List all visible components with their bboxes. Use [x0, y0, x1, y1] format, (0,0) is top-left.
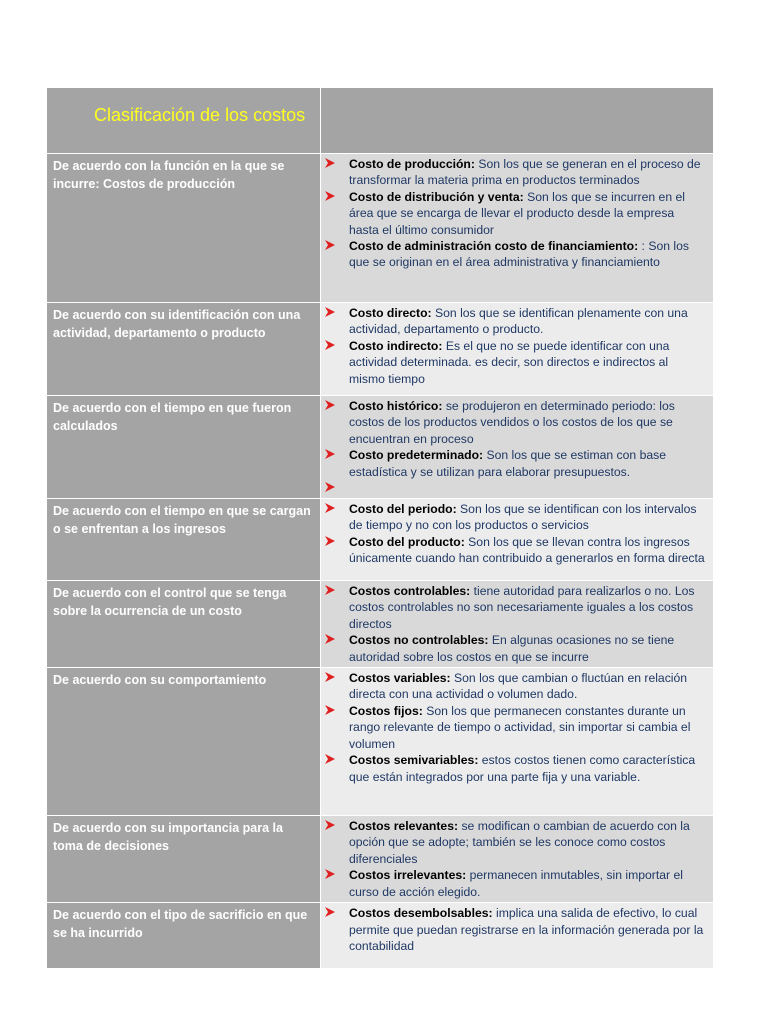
cost-term: Costos fijos:: [349, 703, 423, 718]
arrow-bullet-icon: [324, 190, 336, 202]
list-item: [349, 189, 707, 238]
criterion-cell: De acuerdo con la función en la que se incurre: Costos de producción: [47, 154, 321, 303]
arrow-bullet-icon: [324, 535, 336, 547]
arrow-bullet-icon: [324, 157, 336, 169]
list-item: [349, 238, 707, 271]
list-item: [349, 480, 707, 496]
cost-term: Costos no controlables:: [349, 633, 489, 648]
list-item: [349, 818, 707, 867]
cost-classification-table: [46, 87, 714, 969]
criterion-cell: De acuerdo con el tiempo en que fueron calculados: [47, 396, 321, 499]
cost-types-cell: [321, 396, 714, 499]
table-row: [47, 668, 714, 816]
arrow-bullet-icon: [324, 399, 336, 411]
list-item: [349, 156, 707, 189]
criterion-cell: De acuerdo con su comportamiento: [47, 668, 321, 816]
cost-description: Son los que se generan en el proceso de transformar la materia prima en productos terminados: [349, 157, 701, 188]
cost-description: Son los que permanecen constantes durante un rango relevante de tiempo o actividad, sin importar si cambia el volumen: [349, 703, 691, 751]
list-item: [349, 534, 707, 567]
cost-types-cell: [321, 903, 714, 969]
arrow-bullet-icon: [324, 753, 336, 765]
cost-description: Son los que se identifican con los intervalos de tiempo y no con los productos o servicios: [349, 502, 697, 533]
table-body: [47, 88, 714, 969]
cost-types-cell: [321, 499, 714, 581]
table-row: [47, 303, 714, 396]
cost-types-cell: [321, 154, 714, 303]
cost-term: Costo predeterminado:: [349, 448, 484, 463]
arrow-bullet-icon: [324, 868, 336, 880]
list-item: [349, 447, 707, 480]
cost-types-cell: [321, 668, 714, 816]
cost-description: implica una salida de efectivo, lo cual permite que puedan registrarse en la información generada por la contabilidad: [349, 906, 704, 953]
criterion-cell: De acuerdo con el control que se tenga sobre la ocurrencia de un costo: [47, 581, 321, 668]
cost-term: Costos controlables:: [349, 584, 471, 599]
cost-term: Costo de administración costo de financiamiento:: [349, 239, 639, 254]
cost-description: Son los que se identifican plenamente con una actividad, departamento o producto.: [349, 306, 688, 337]
list-item: [349, 632, 707, 665]
cost-term: Costo directo:: [349, 306, 432, 320]
cost-types-cell: [321, 581, 714, 668]
list-item: [349, 867, 707, 900]
cost-types-cell: [321, 303, 714, 396]
list-item: [349, 752, 707, 785]
table-row: [47, 154, 714, 303]
table-row: [47, 396, 714, 499]
list-item: [349, 583, 707, 632]
cost-term: Costos relevantes:: [349, 819, 459, 834]
cost-description: Son los que se llevan contra los ingresos únicamente cuando han contribuido a generarlos en forma directa: [349, 534, 705, 566]
criterion-cell: De acuerdo con su identificación con una actividad, departamento o producto: [47, 303, 321, 396]
list-item: [349, 703, 707, 752]
cost-description: Son los que cambian o fluctúan en relación directa con una actividad o volumen dado.: [349, 671, 688, 702]
cost-description: En algunas ocasiones no se tiene autoridad sobre los costos en que se incurre: [349, 633, 675, 664]
cost-term: Costo de distribución y venta:: [349, 189, 524, 204]
table-title: Clasificación de los costos: [47, 88, 321, 154]
arrow-bullet-icon: [324, 704, 336, 716]
arrow-bullet-icon: [324, 502, 336, 514]
arrow-bullet-icon: [324, 339, 336, 351]
cost-description: se modifican o cambian de acuerdo con la opción que se adopte; también se les conoce como costos diferenciales: [349, 819, 690, 866]
list-item: [349, 905, 707, 954]
header-empty-cell: [321, 88, 714, 154]
cost-description: : Son los que se originan en el área administrativa y financiamiento: [349, 239, 689, 270]
arrow-bullet-icon: [324, 306, 336, 318]
cost-description: Son los que se estiman con base estadística y se utilizan para elaborar presupuestos.: [349, 448, 667, 479]
cost-description: Son los que se incurren en el área que se encarga de llevar el producto desde la empresa hasta el último consumidor: [349, 189, 685, 237]
table-row: [47, 903, 714, 969]
cost-term: Costos variables:: [349, 671, 451, 686]
cost-description: se produjeron en determinado periodo: los costos de los productos vendidos o los costos de los que se encuentran en proceso: [349, 399, 675, 446]
cost-term: Costo del periodo:: [349, 502, 457, 517]
list-item: [349, 305, 707, 338]
cost-term: Costo de producción:: [349, 157, 475, 171]
criterion-cell: De acuerdo con el tipo de sacrificio en que se ha incurrido: [47, 903, 321, 969]
cost-types-cell: [321, 816, 714, 903]
cost-term: Costo histórico:: [349, 399, 443, 413]
cost-description: tiene autoridad para realizarlos o no. Los costos controlables no son necesariamente iguales a los costos directos: [349, 584, 695, 631]
cost-term: Costo del producto:: [349, 534, 465, 549]
arrow-bullet-icon: [324, 584, 336, 596]
table-row: [47, 581, 714, 668]
criterion-cell: De acuerdo con su importancia para la toma de decisiones: [47, 816, 321, 903]
arrow-bullet-icon: [324, 671, 336, 683]
criterion-cell: De acuerdo con el tiempo en que se cargan o se enfrentan a los ingresos: [47, 499, 321, 581]
table-row: [47, 816, 714, 903]
arrow-bullet-icon: [324, 481, 336, 493]
cost-description: permanecen inmutables, sin importar el curso de acción elegido.: [349, 868, 683, 899]
arrow-bullet-icon: [324, 633, 336, 645]
arrow-bullet-icon: [324, 239, 336, 251]
header-row: [47, 88, 714, 154]
cost-term: Costos irrelevantes:: [349, 868, 467, 883]
arrow-bullet-icon: [324, 448, 336, 460]
cost-description: Es el que no se puede identificar con una actividad determinada. es decir, son directos e indirectos al mismo tiempo: [349, 338, 670, 386]
cost-term: Costo indirecto:: [349, 338, 443, 353]
list-item: [349, 501, 707, 534]
arrow-bullet-icon: [324, 906, 336, 918]
list-item: [349, 338, 707, 387]
cost-term: Costos desembolsables:: [349, 906, 493, 921]
arrow-bullet-icon: [324, 819, 336, 831]
cost-description: estos costos tienen como característica que están integrados por una parte fija y una variable.: [349, 753, 696, 784]
list-item: [349, 670, 707, 703]
list-item: [349, 398, 707, 447]
cost-term: Costos semivariables:: [349, 753, 479, 768]
table-row: [47, 499, 714, 581]
